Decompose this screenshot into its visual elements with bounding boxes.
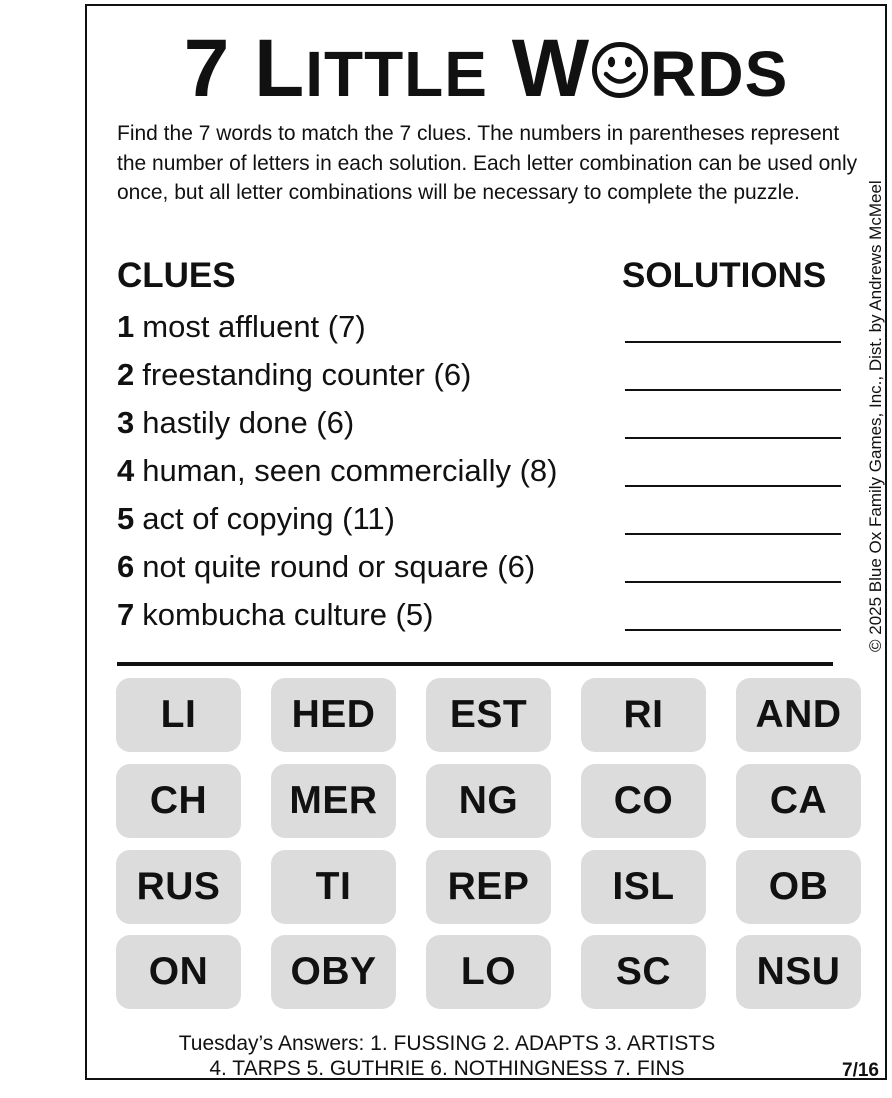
solution-blank-7[interactable]	[625, 629, 841, 631]
letter-tile[interactable]: ON	[116, 935, 241, 1009]
letter-tile[interactable]: HED	[271, 678, 396, 752]
solution-blank-3[interactable]	[625, 437, 841, 439]
clue-text: hastily done (6)	[142, 405, 355, 440]
clue-text: human, seen commercially (8)	[142, 453, 558, 488]
title-little-rest: ITTLE	[305, 38, 488, 110]
clue-1	[117, 311, 366, 342]
clue-number: 2	[117, 357, 135, 392]
clues-header: CLUES	[117, 256, 236, 295]
letter-tile[interactable]: EST	[426, 678, 551, 752]
solution-blank-1[interactable]	[625, 341, 841, 343]
clue-number: 3	[117, 405, 135, 440]
clue-4	[117, 455, 557, 486]
clue-2	[117, 359, 471, 390]
letter-tile[interactable]: MER	[271, 764, 396, 838]
clue-number: 4	[117, 453, 135, 488]
letter-tile[interactable]: RUS	[116, 850, 241, 924]
clue-text: act of copying (11)	[142, 501, 395, 536]
letter-tile[interactable]: CO	[581, 764, 706, 838]
clue-number: 1	[117, 309, 135, 344]
letter-tile[interactable]: OB	[736, 850, 861, 924]
letter-tile[interactable]: NG	[426, 764, 551, 838]
solution-blank-2[interactable]	[625, 389, 841, 391]
letter-tile[interactable]: CA	[736, 764, 861, 838]
puzzle-title	[87, 23, 885, 114]
clue-5	[117, 503, 395, 534]
title-seven: 7	[183, 23, 231, 114]
letter-tile[interactable]: CH	[116, 764, 241, 838]
previous-answers-line-1: Tuesday’s Answers: 1. FUSSING 2. ADAPTS 3. ARTISTS	[178, 1032, 716, 1055]
puzzle-frame	[85, 4, 887, 1080]
letter-tile[interactable]: LO	[426, 935, 551, 1009]
clue-7	[117, 599, 433, 630]
letter-tile[interactable]: ISL	[581, 850, 706, 924]
letter-tile[interactable]: OBY	[271, 935, 396, 1009]
instructions: Find the 7 words to match the 7 clues. The numbers in parentheses represent the number of letters in each solution. Each letter combination can be used only once, but all letter combinations will be necessary to complete the puzzle.	[117, 122, 858, 204]
letter-tile[interactable]: TI	[271, 850, 396, 924]
letter-tile[interactable]: LI	[116, 678, 241, 752]
smiley-face-icon	[591, 31, 649, 113]
letter-tile[interactable]: AND	[736, 678, 861, 752]
solution-blank-5[interactable]	[625, 533, 841, 535]
clue-text: not quite round or square (6)	[142, 549, 536, 584]
divider-rule	[117, 662, 833, 666]
clue-text: freestanding counter (6)	[142, 357, 472, 392]
clue-3	[117, 407, 354, 438]
solution-blank-6[interactable]	[625, 581, 841, 583]
clue-text: most affluent (7)	[142, 309, 366, 344]
solution-blank-4[interactable]	[625, 485, 841, 487]
letter-tile[interactable]: NSU	[736, 935, 861, 1009]
letter-tile[interactable]: RI	[581, 678, 706, 752]
title-little-cap: L	[254, 23, 306, 114]
title-words-rest: RDS	[650, 38, 789, 110]
letter-tile[interactable]: REP	[426, 850, 551, 924]
previous-answers-line-2: 4. TARPS 5. GUTHRIE 6. NOTHINGNESS 7. FINS	[209, 1057, 685, 1080]
letter-tile[interactable]: SC	[581, 935, 706, 1009]
solutions-header: SOLUTIONS	[622, 256, 827, 295]
clue-text: kombucha culture (5)	[142, 597, 434, 632]
clue-number: 5	[117, 501, 135, 536]
clue-number: 7	[117, 597, 135, 632]
clue-number: 6	[117, 549, 135, 584]
copyright-credit: © 2025 Blue Ox Family Games, Inc., Dist. by Andrews McMeel	[866, 180, 885, 652]
puzzle-date: 7/16	[842, 1060, 879, 1081]
title-words-cap: W	[511, 23, 591, 114]
clue-6	[117, 551, 535, 582]
